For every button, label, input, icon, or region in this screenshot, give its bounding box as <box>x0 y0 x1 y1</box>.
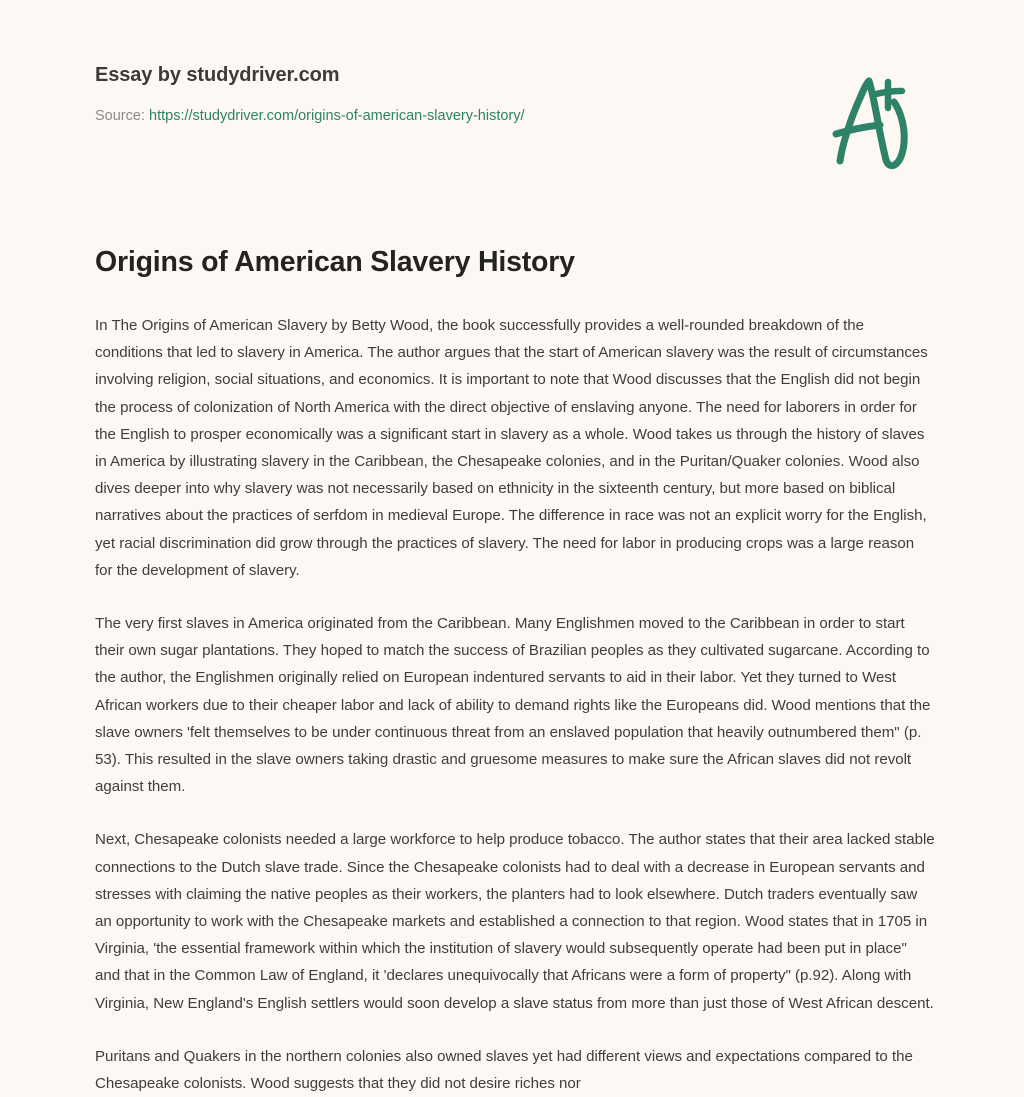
body-paragraph: The very first slaves in America originated from the Caribbean. Many Englishmen moved to the Caribbean in order to start their own sugar plantations. They hoped to match the success of Brazilian peoples as they cultivated sugarcane. According to the author, the Englishmen originally relied on European indentured servants to aid in their labor. Yet they turned to West African workers due to their cheaper labor and lack of ability to demand rights like the Europeans did. Wood mentions that the slave owners 'felt themselves to be under continuous threat from an enslaved population that heavily outnumbered them" (p. 53). This resulted in the slave owners taking drastic and gruesome measures to make sure the African slaves did not revolt against them. <box>95 615 931 796</box>
essay-by-heading: Essay by studydriver.com <box>95 64 340 86</box>
body-paragraph: Next, Chesapeake colonists needed a large workforce to help produce tobacco. The author states that their area lacked stable connections to the Dutch slave trade. Since the Chesapeake colonists had to deal with a decrease in European servants and stresses with claiming the native peoples as their workers, the planters had to look elsewhere. Dutch traders eventually saw an opportunity to work with the Chesapeake markets and established a connection to that region. Wood states that in 1705 in Virginia, 'the essential framework within which the institution of slavery would subsequently operate had been put in place" and that in the Common Law of England, it 'declares unequivocally that Africans were a form of property" (p.92). Along with Virginia, New England's English settlers would soon develop a slave status from more than just those of West African descent. <box>95 831 935 1012</box>
a-plus-logo-icon <box>818 68 928 173</box>
body-paragraph: Puritans and Quakers in the northern colonies also owned slaves yet had different views and expectations compared to the Chesapeake colonists. Wood suggests that they did not desire riches nor <box>95 1047 913 1093</box>
page-header <box>0 0 1024 200</box>
source-url-link[interactable]: https://studydriver.com/origins-of-american-slavery-history/ <box>149 108 525 124</box>
source-line <box>95 106 525 126</box>
source-label: Source: <box>95 108 145 124</box>
body-paragraph: In The Origins of American Slavery by Betty Wood, the book successfully provides a well-rounded breakdown of the conditions that led to slavery in America. The author argues that the start of American slavery was the result of circumstances involving religion, social situations, and economics. It is important to note that Wood discusses that the English did not begin the process of colonization of North America with the direct objective of enslaving anyone. The need for laborers in order for the English to prosper economically was a significant start in slavery as a whole. Wood takes us through the history of slaves in America by illustrating slavery in the Caribbean, the Chesapeake colonies, and in the Puritan/Quaker colonies. Wood also dives deeper into why slavery was not necessarily based on ethnicity in the sixteenth century, but more based on biblical narratives about the practices of serfdom in medieval Europe. The difference in race was not an explicit worry for the English, yet racial discrimination did grow through the practices of slavery. The need for labor in producing crops was a large reason for the development of slavery. <box>95 317 928 579</box>
essay-body <box>95 312 935 1097</box>
header-text-block <box>95 62 525 126</box>
page-title: Origins of American Slavery History <box>95 246 575 278</box>
